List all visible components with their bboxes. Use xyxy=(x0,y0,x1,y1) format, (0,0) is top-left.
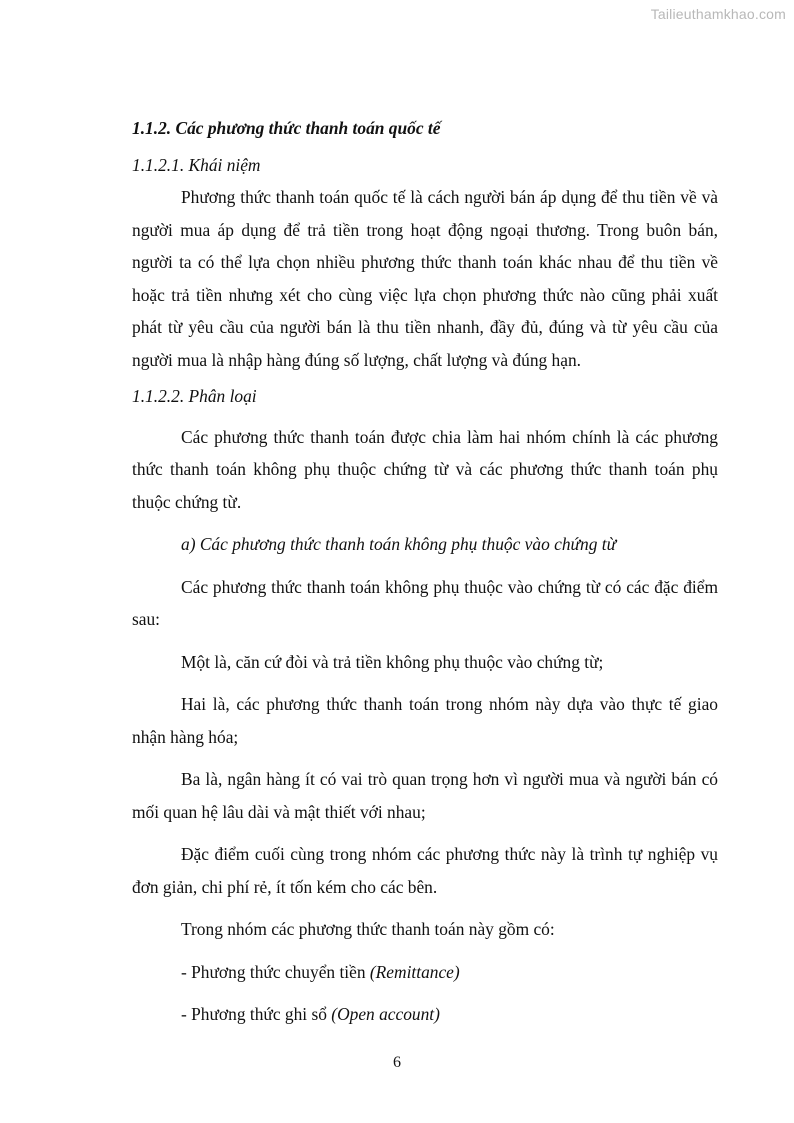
watermark: Tailieuthamkhao.com xyxy=(650,6,786,22)
subsection-title-concept: 1.1.2.1. Khái niệm xyxy=(132,154,261,175)
method-label: - Phương thức ghi sổ xyxy=(181,1004,332,1024)
method-term: (Remittance) xyxy=(369,961,460,982)
features-intro: Các phương thức thanh toán không phụ thuộc vào chứng từ có các đặc điểm sau: xyxy=(132,576,718,629)
method-label: - Phương thức chuyển tiền xyxy=(181,961,370,982)
feature-point: Đặc điểm cuối cùng trong nhóm các phương thức này là trình tự nghiệp vụ đơn giản, chi phí rẻ, ít tốn kém cho các bên. xyxy=(132,844,718,897)
section-heading: 1.1.2. Các phương thức thanh toán quốc tế xyxy=(132,118,441,138)
concept-paragraph: Phương thức thanh toán quốc tế là cách người bán áp dụng để thu tiền về và người mua áp dụng để trả tiền trong hoạt động ngoại thương. Trong buôn bán, người ta có thể lựa chọn nhiều phương thức thanh toán khác nhau để thu tiền về hoặc trả tiền nhưng xét cho cùng việc lựa chọn phương thức nào cũng phải xuất phát từ yêu cầu của người bán là thu tiền nhanh, đầy đủ, đúng và từ yêu cầu của người mua là nhập hàng đúng số lượng, chất lượng và đúng hạn. xyxy=(132,187,718,370)
document-body xyxy=(132,112,718,1031)
feature-point: Ba là, ngân hàng ít có vai trò quan trọng hơn vì người mua và người bán có mối quan hệ lâu dài và mật thiết với nhau; xyxy=(132,769,718,822)
methods-intro: Trong nhóm các phương thức thanh toán này gồm có: xyxy=(181,919,555,939)
feature-point: Một là, căn cứ đòi và trả tiền không phụ thuộc vào chứng từ; xyxy=(181,651,604,672)
method-item-remittance xyxy=(132,956,718,989)
subheading-non-document: a) Các phương thức thanh toán không phụ thuộc vào chứng từ xyxy=(181,534,617,554)
classification-paragraph: Các phương thức thanh toán được chia làm hai nhóm chính là các phương thức thanh toán không phụ thuộc chứng từ và các phương thức thanh toán phụ thuộc chứng từ. xyxy=(132,426,718,512)
feature-point: Hai là, các phương thức thanh toán trong nhóm này dựa vào thực tế giao nhận hàng hóa; xyxy=(132,694,718,747)
subsection-title-classification: 1.1.2.2. Phân loại xyxy=(132,386,257,406)
method-item-open-account xyxy=(132,998,718,1031)
page-number: 6 xyxy=(393,1054,401,1071)
method-term: (Open account) xyxy=(331,1004,440,1024)
